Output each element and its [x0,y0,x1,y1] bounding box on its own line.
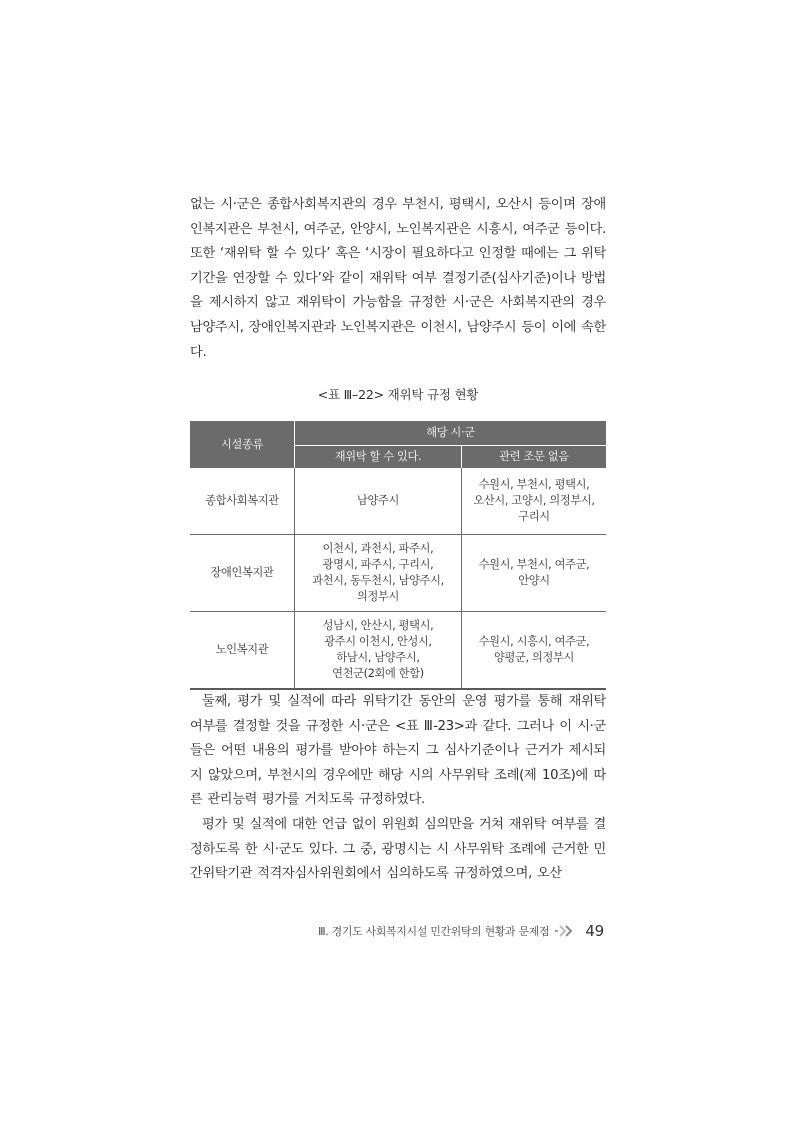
can-reentrust-cell: 성남시, 안산시, 평택시, 광주시 이천시, 안성시, 하남시, 남양주시, 연천군(2회에 한함) [295,611,462,689]
header-can-reentrust: 재위탁 할 수 있다. [295,446,462,469]
table-caption: <표 Ⅲ–22> 재위탁 규정 현황 [317,387,479,402]
header-city-county: 해당 시·군 [295,421,607,446]
header-facility-type: 시설종류 [190,421,295,468]
no-provision-cell: 수원시, 부천시, 평택시, 오산시, 고양시, 의정부시, 구리시 [462,468,607,534]
facility-cell: 종합사회복지관 [190,468,295,534]
no-provision-cell: 수원시, 시흥시, 여주군, 양평군, 의정부시 [462,611,607,689]
body-paragraph-second: 둘째, 평가 및 실적에 따라 위탁기간 동안의 운영 평가를 통해 재위탁 여부를 결정할 것을 규정한 시·군은 <표 Ⅲ-23>과 같다. 그러나 이 시·군들은 어떤 내용의 평가를 받아야 하는지 그 심사기준이나 근거가 제시되지 않았으며, 부천시의 경우에만 해당 시의 사무위탁 조례(제 10조)에 따른 관리능력 평가를 거치도록 규정하였다. [190,694,606,808]
page-number: 49 [585,922,604,940]
facility-cell: 장애인복지관 [190,534,295,611]
page-footer [318,922,604,940]
body-paragraph-top: 없는 시·군은 종합사회복지관의 경우 부천시, 평택시, 오산시 등이며 장애인복지관은 부천시, 여주군, 안양시, 노인복지관은 시흥시, 여주군 등이다. 또한 ‘재위탁 할 수 있다’ 혹은 ‘시장이 필요하다고 인정할 때에는 그 위탁기간을 연장할 수 있다’와 같이 재위탁 여부 결정기준(심사기준)이나 방법을 제시하지 않고 재위탁이 가능함을 규정한 시·군은 사회복지관의 경우 남양주시, 장애인복지관과 노인복지관은 이천시, 남양주시 등이 이에 속한다. [190,197,606,360]
body-paragraph-third: 평가 및 실적에 대한 언급 없이 위원회 심의만을 거쳐 재위탁 여부를 결정하도록 한 시·군도 있다. 그 중, 광명시는 시 사무위탁 조례에 근거한 민간위탁기관 적격자심사위원회에서 심의하도록 규정하였으며, 오산 [190,817,606,882]
table-row [190,468,606,534]
table-row [190,611,606,689]
double-chevron-right-icon [555,925,577,937]
running-title: Ⅲ. 경기도 사회복지시설 민간위탁의 현황과 문제점 [318,924,550,938]
can-reentrust-cell: 이천시, 과천시, 파주시, 광명시, 파주시, 구리시, 과천시, 동두천시, 남양주시, 의정부시 [295,534,462,611]
header-no-provision: 관련 조문 없음 [462,446,607,469]
facility-cell: 노인복지관 [190,611,295,689]
table-row [190,534,606,611]
no-provision-cell: 수원시, 부천시, 여주군, 안양시 [462,534,607,611]
reentrustment-table [190,421,606,690]
can-reentrust-cell: 남양주시 [295,468,462,534]
